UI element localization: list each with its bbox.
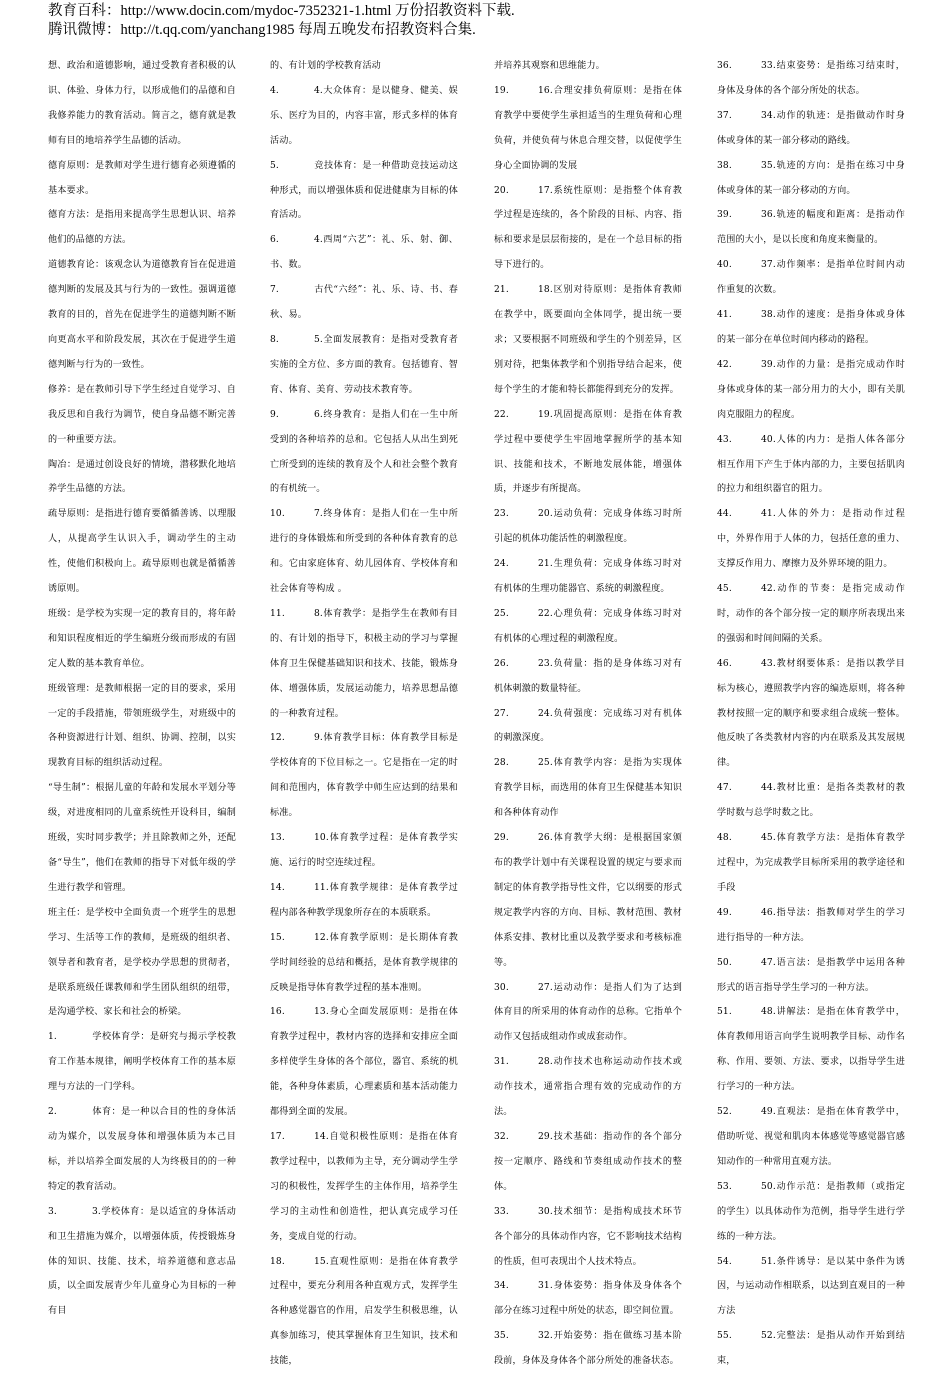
paragraph-text: 44.教材比重：是指各类教材的教学时数与总学时数之比。 xyxy=(717,783,905,818)
paragraph xyxy=(48,1100,236,1200)
list-number: 20. xyxy=(494,179,538,204)
paragraph xyxy=(717,154,905,204)
list-number: 3. xyxy=(48,1200,92,1225)
paragraph xyxy=(48,602,236,677)
list-number: 17. xyxy=(270,1125,314,1150)
paragraph xyxy=(48,776,236,901)
paragraph xyxy=(494,826,682,975)
paragraph xyxy=(494,79,682,179)
paragraph xyxy=(270,1000,458,1125)
list-number: 43. xyxy=(717,428,761,453)
paragraph xyxy=(48,253,236,378)
list-number: 36. xyxy=(717,54,761,79)
paragraph-text: 49.直观法：是指在体育教学中，借助听觉、视觉和肌肉本体感觉等感觉器官感知动作的一种常用直观方法。 xyxy=(717,1107,905,1167)
paragraph-text: 38.动作的速度：是指身体或身体的某一部分在单位时间内移动的路程。 xyxy=(717,310,905,345)
paragraph xyxy=(48,154,236,204)
paragraph xyxy=(48,502,236,602)
paragraph-text: 7.终身体育：是指人们在一生中所进行的身体锻炼和所受到的各种体育教育的总和。它由家庭体育、幼儿园体育、学校体育和社会体育等构成 。 xyxy=(270,509,458,594)
list-number: 53. xyxy=(717,1175,761,1200)
paragraph xyxy=(494,751,682,826)
list-number: 37. xyxy=(717,104,761,129)
paragraph-text: 34.动作的轨迹：是指做动作时身体或身体的某一部分移动的路线。 xyxy=(717,111,905,146)
list-number: 15. xyxy=(270,926,314,951)
list-number: 12. xyxy=(270,726,314,751)
header-line-weibo[interactable]: 腾讯微博：http://t.qq.com/yanchang1985 每周五晚发布招教资料合集. xyxy=(48,21,928,40)
paragraph xyxy=(717,303,905,353)
list-number: 11. xyxy=(270,602,314,627)
paragraph-text: 28.动作技术也称运动动作技术或动作技术，通常指合理有效的完成动作的方法。 xyxy=(494,1057,682,1117)
list-number: 16. xyxy=(270,1000,314,1025)
text-column-2 xyxy=(270,54,458,1334)
paragraph-text: 22.心理负荷：完成身体练习时对有机体的心理过程的刺激程度。 xyxy=(494,609,682,644)
paragraph-text: 修养：是在教师引导下学生经过自觉学习、自我反思和自我行为调节，使自身品德不断完善的一种重要方法。 xyxy=(48,385,236,445)
paragraph-text: 33.结束姿势：是指练习结束时，身体及身体的各个部分所处的状态。 xyxy=(717,61,905,96)
paragraph xyxy=(48,378,236,453)
paragraph-text: 52.完整法：是指从动作开始到结束， xyxy=(717,1331,905,1366)
paragraph-text: 30.技术细节：是指构成技术环节各个部分的具体动作内容，它不影响技术结构的性质，但可表现出个人技术特点。 xyxy=(494,1207,682,1267)
list-number: 48. xyxy=(717,826,761,851)
paragraph-text: 竞技体育：是一种借助竞技运动这种形式，而以增强体质和促进健康为目标的体育活动。 xyxy=(270,161,458,221)
list-number: 4. xyxy=(270,79,314,104)
list-number: 35. xyxy=(494,1324,538,1349)
paragraph xyxy=(494,54,682,79)
list-number: 55. xyxy=(717,1324,761,1349)
paragraph xyxy=(717,428,905,503)
list-number: 28. xyxy=(494,751,538,776)
paragraph xyxy=(717,577,905,652)
list-number: 6. xyxy=(270,228,314,253)
paragraph-text: 班级：是学校为实现一定的教育目的，将年龄和知识程度相近的学生编班分级而形成的有固定人数的基本教育单位。 xyxy=(48,609,236,669)
list-number: 44. xyxy=(717,502,761,527)
list-number: 14. xyxy=(270,876,314,901)
list-number: 51. xyxy=(717,1000,761,1025)
paragraph xyxy=(270,602,458,727)
list-number: 13. xyxy=(270,826,314,851)
paragraph-text: 17.系统性原则：是指整个体育教学过程是连续的，各个阶段的目标、内容、指标和要求是层层衔接的，是在一个总目标的指导下进行的。 xyxy=(494,186,682,271)
list-number: 39. xyxy=(717,203,761,228)
paragraph xyxy=(717,776,905,826)
list-number: 52. xyxy=(717,1100,761,1125)
paragraph-text: 47.语言法：是指教学中运用各种形式的语言指导学生学习的一种方法。 xyxy=(717,958,905,993)
paragraph-text: 43.教材纲要体系：是指以教学目标为核心，遵照教学内容的编选原则，将各种教材按照一定的顺序和要求组合成统一整体。他反映了各类教材内容的内在联系及其发展规律。 xyxy=(717,659,905,769)
paragraph xyxy=(717,1000,905,1100)
paragraph xyxy=(717,1324,905,1374)
paragraph xyxy=(717,1250,905,1325)
paragraph-text: 3.学校体育：是以适宜的身体活动和卫生措施为媒介，以增强体质，传授锻炼身体的知识、技能、技术，培养道德和意志品质，以全面发展青少年儿童身心为目标的一种有目 xyxy=(48,1207,236,1317)
paragraph xyxy=(494,403,682,503)
paragraph xyxy=(494,278,682,403)
document-columns xyxy=(48,54,908,1334)
paragraph xyxy=(717,826,905,901)
page-header xyxy=(48,2,928,40)
list-number: 19. xyxy=(494,79,538,104)
paragraph-text: 51.条件诱导：是以某中条件为诱因，与运动动作相联系，以达到直观目的一种方法 xyxy=(717,1257,905,1317)
list-number: 26. xyxy=(494,652,538,677)
paragraph-text: 20.运动负荷：完成身体练习时所引起的机体功能活性的刺激程度。 xyxy=(494,509,682,544)
paragraph-text: 15.直观性原则：是指在体育教学过程中，要充分利用各种直观方式，发挥学生各种感觉器官的作用，启发学生积极思维，认真参加练习，使其掌握体育卫生知识，技术和技能， xyxy=(270,1257,458,1367)
list-number: 30. xyxy=(494,976,538,1001)
paragraph-text: 21.生理负荷：完成身体练习时对有机体的生理功能器官、系统的刺激程度。 xyxy=(494,559,682,594)
paragraph-text: 4.大众体育：是以健身、健美、娱乐、医疗为目的，内容丰富，形式多样的体育活动。 xyxy=(270,86,458,146)
list-number: 41. xyxy=(717,303,761,328)
paragraph-text: “导生制”：根据儿童的年龄和发展水平划分等级，对进度相同的儿童系统性开设科目，编制班级，实时同步教学；并且除教师之外，还配备“导生”，他们在教师的指导下对低年级的学生进行教学和管理。 xyxy=(48,783,236,893)
paragraph xyxy=(494,1274,682,1324)
paragraph xyxy=(717,1175,905,1250)
paragraph-text: 体育：是一种以合目的性的身体活动为媒介，以发展身体和增强体质为本己目标，并以培养全面发展的人为终极目的的一种特定的教育活动。 xyxy=(48,1107,236,1192)
list-number: 18. xyxy=(270,1250,314,1275)
paragraph xyxy=(270,79,458,154)
paragraph xyxy=(270,54,458,79)
header-line-baike[interactable]: 教育百科：http://www.docin.com/mydoc-7352321-1.html 万份招教资料下载. xyxy=(48,2,928,21)
paragraph xyxy=(270,328,458,403)
paragraph-text: 5.全面发展教育：是指对受教育者实施的全方位、多方面的教育。包括德育、智育、体育、美育、劳动技术教育等。 xyxy=(270,335,458,395)
paragraph-text: 4.西周“六艺”：礼、乐、射、御、书、数。 xyxy=(270,235,458,270)
paragraph xyxy=(717,1100,905,1175)
paragraph xyxy=(48,203,236,253)
list-number: 24. xyxy=(494,552,538,577)
list-number: 49. xyxy=(717,901,761,926)
paragraph-text: 16.合理安排负荷原则：是指在体育教学中要使学生承担适当的生理负荷和心理负荷，并使负荷与休息合理交替，以促使学生身心全面协调的发展 xyxy=(494,86,682,171)
list-number: 29. xyxy=(494,826,538,851)
paragraph xyxy=(48,54,236,154)
paragraph xyxy=(270,876,458,926)
paragraph xyxy=(270,154,458,229)
list-number: 10. xyxy=(270,502,314,527)
list-number: 21. xyxy=(494,278,538,303)
paragraph-text: 学校体育学：是研究与揭示学校教育工作基本规律，阐明学校体育工作的基本原理与方法的一门学科。 xyxy=(48,1032,236,1092)
list-number: 40. xyxy=(717,253,761,278)
list-number: 23. xyxy=(494,502,538,527)
paragraph-text: 36.轨迹的幅度和距离：是指动作范围的大小，是以长度和角度来衡量的。 xyxy=(717,210,905,245)
list-number: 2. xyxy=(48,1100,92,1125)
paragraph xyxy=(494,1050,682,1125)
paragraph xyxy=(717,203,905,253)
paragraph-text: 8.体育教学：是指学生在教师有目的、有计划的指导下，积极主动的学习与掌握体育卫生保健基础知识和技术、技能，锻炼身体、增强体质，发展运动能力，培养思想品德的一种教育过程。 xyxy=(270,609,458,719)
paragraph-text: 古代“六经”：礼、乐、诗、书、春秋、易。 xyxy=(270,285,458,320)
paragraph-text: 45.体育教学方法：是指体育教学过程中，为完成教学目标所采用的教学途径和手段 xyxy=(717,833,905,893)
paragraph-text: 班主任：是学校中全面负责一个班学生的思想学习、生活等工作的教师，是班级的组织者、领导者和教育者，是学校办学思想的贯彻者，是联系班级任课教师和学生团队组织的纽带，是沟通学校、家长和社会的桥梁。 xyxy=(48,908,236,1018)
list-number: 8. xyxy=(270,328,314,353)
paragraph-text: 48.讲解法：是指在体育教学中，体育教师用语言向学生说明教学目标、动作名称、作用、要领、方法、要求，以指导学生进行学习的一种方法。 xyxy=(717,1007,905,1092)
paragraph-text: 11.体育教学规律：是体育教学过程内部各种教学现象所存在的本质联系。 xyxy=(270,883,458,918)
paragraph-text: 23.负荷量：指的是身体练习对有机体刺激的数量特征。 xyxy=(494,659,682,694)
paragraph xyxy=(494,552,682,602)
paragraph xyxy=(494,1324,682,1374)
list-number: 31. xyxy=(494,1050,538,1075)
paragraph-text: 班级管理：是教师根据一定的目的要求，采用一定的手段措施，带领班级学生，对班级中的各种资源进行计划、组织、协调、控制，以实现教育目标的组织活动过程。 xyxy=(48,684,236,769)
paragraph-text: 的、有计划的学校教育活动 xyxy=(270,61,381,71)
paragraph xyxy=(494,652,682,702)
paragraph-text: 35.轨迹的方向：是指在练习中身体或身体的某一部分移动的方向。 xyxy=(717,161,905,196)
paragraph xyxy=(270,726,458,826)
paragraph xyxy=(717,652,905,777)
text-column-4 xyxy=(717,54,905,1334)
paragraph-text: 19.巩固提高原则：是指在体育教学过程中要使学生牢固地掌握所学的基本知识、技能和技术，不断地发展体能，增强体质，并逐步有所提高。 xyxy=(494,410,682,495)
list-number: 22. xyxy=(494,403,538,428)
paragraph xyxy=(48,677,236,777)
list-number: 38. xyxy=(717,154,761,179)
paragraph-text: 德育原则：是教师对学生进行德育必须遵循的基本要求。 xyxy=(48,161,236,196)
list-number: 7. xyxy=(270,278,314,303)
list-number: 34. xyxy=(494,1274,538,1299)
list-number: 54. xyxy=(717,1250,761,1275)
paragraph-text: 陶冶：是通过创设良好的情境，潜移默化地培养学生品德的方法。 xyxy=(48,460,236,495)
paragraph-text: 29.技术基础：指动作的各个部分按一定顺序、路线和节奏组成动作技术的整体。 xyxy=(494,1132,682,1192)
paragraph xyxy=(717,253,905,303)
paragraph-text: 并培养其观察和思维能力。 xyxy=(494,61,605,71)
paragraph xyxy=(494,502,682,552)
paragraph-text: 18.区别对待原则：是指体育教师在教学中，既要面向全体同学，提出统一要求；又要根据不同班级和学生的个别差异，区别对待，把集体教学和个别指导结合起来，使每个学生的才能和特长都能得到充分的发挥。 xyxy=(494,285,682,395)
list-number: 27. xyxy=(494,702,538,727)
paragraph-text: 10.体育教学过程：是体育教学实施、运行的时空连续过程。 xyxy=(270,833,458,868)
paragraph xyxy=(270,826,458,876)
paragraph-text: 13.身心全面发展原则：是指在体育教学过程中，教材内容的选择和安排应全面多样使学生身体的各个部位，器官、系统的机能，各种身体素质，心理素质和基本活动能力都得到全面的发展。 xyxy=(270,1007,458,1117)
paragraph xyxy=(494,1200,682,1275)
paragraph-text: 德育方法：是指用来提高学生思想认识、培养他们的品德的方法。 xyxy=(48,210,236,245)
paragraph xyxy=(717,901,905,951)
paragraph-text: 9.体育教学目标：体育教学目标是学校体育的下位目标之一。它是指在一定的时间和范围内，体育教学中师生应达到的结果和标准。 xyxy=(270,733,458,818)
paragraph-text: 42.动作的节奏：是指完成动作时，动作的各个部分按一定的顺序所表现出来的强弱和时间间隔的关系。 xyxy=(717,584,905,644)
paragraph xyxy=(270,228,458,278)
paragraph-text: 疏导原则：是指进行德育要循循善诱、以理服人，从提高学生认识入手，调动学生的主动性，使他们积极向上。疏导原则也就是循循善诱原则。 xyxy=(48,509,236,594)
paragraph xyxy=(494,976,682,1051)
paragraph xyxy=(48,453,236,503)
list-number: 50. xyxy=(717,951,761,976)
paragraph xyxy=(48,1200,236,1325)
paragraph xyxy=(717,502,905,577)
list-number: 25. xyxy=(494,602,538,627)
list-number: 32. xyxy=(494,1125,538,1150)
list-number: 33. xyxy=(494,1200,538,1225)
paragraph xyxy=(270,926,458,1001)
paragraph-text: 37.动作频率：是指单位时间内动作重复的次数。 xyxy=(717,260,905,295)
paragraph xyxy=(270,403,458,503)
paragraph xyxy=(717,353,905,428)
paragraph-text: 25.体育教学内容：是指为实现体育教学目标，而选用的体育卫生保健基本知识和各种体育动作 xyxy=(494,758,682,818)
paragraph xyxy=(48,901,236,1026)
paragraph-text: 26.体育教学大纲：是根据国家颁布的教学计划中有关课程设置的规定与要求而制定的体育教学指导性文件，它以纲要的形式规定教学内容的方向、目标、教材范围、教材体系安排、教材比重以及教学要求和考核标准等。 xyxy=(494,833,682,968)
list-number: 9. xyxy=(270,403,314,428)
paragraph xyxy=(717,951,905,1001)
paragraph xyxy=(494,602,682,652)
paragraph-text: 50.动作示范：是指教师（或指定的学生）以具体动作为范例，指导学生进行学练的一种方法。 xyxy=(717,1182,905,1242)
text-column-1 xyxy=(48,54,236,1334)
paragraph-text: 39.动作的力量：是指完成动作时身体或身体的某一部分用力的大小，即有关肌肉克服阻力的程度。 xyxy=(717,360,905,420)
paragraph-text: 道德教育论：该观念认为道德教育旨在促进道德判断的发展及其与行为的一致性。强调道德教育的目的，首先在促进学生的道德判断不断向更高水平和阶段发展，其次在于促进学生道德判断与行为的一致性。 xyxy=(48,260,236,370)
paragraph-text: 31.身体姿势：指身体及身体各个部分在练习过程中所处的状态，即空间位置。 xyxy=(494,1281,682,1316)
paragraph-text: 27.运动动作：是指人们为了达到体育目的所采用的体育动作的总称。它指单个动作又包括成组动作或成套动作。 xyxy=(494,983,682,1043)
paragraph xyxy=(48,1025,236,1100)
paragraph-text: 14.自觉积极性原则：是指在体育教学过程中，以教师为主导，充分调动学生学习的积极性，发挥学生的主体作用，培养学生学习的主动性和创造性，把认真完成学习任务，变成自觉的行动。 xyxy=(270,1132,458,1242)
paragraph-text: 46.指导法：指教师对学生的学习进行指导的一种方法。 xyxy=(717,908,905,943)
paragraph-text: 6.终身教育：是指人们在一生中所受到的各种培养的总和。它包括人从出生到死亡所受到的连续的教育及个人和社会整个教育的有机统一。 xyxy=(270,410,458,495)
list-number: 45. xyxy=(717,577,761,602)
list-number: 1. xyxy=(48,1025,92,1050)
paragraph xyxy=(270,1125,458,1250)
paragraph xyxy=(717,54,905,104)
list-number: 42. xyxy=(717,353,761,378)
list-number: 47. xyxy=(717,776,761,801)
paragraph-text: 41.人体的外力：是指动作过程中，外界作用于人体的力，包括任意的重力、支撑反作用力、摩擦力及外界环境的阻力。 xyxy=(717,509,905,569)
list-number: 5. xyxy=(270,154,314,179)
paragraph xyxy=(717,104,905,154)
paragraph-text: 24.负荷强度：完成练习对有机体的刺激深度。 xyxy=(494,709,682,744)
paragraph xyxy=(270,1250,458,1374)
paragraph-text: 12.体育教学原则：是长期体育教学时间经验的总结和概括，是体育教学规律的反映是指导体育教学过程的基本准则。 xyxy=(270,933,458,993)
text-column-3 xyxy=(494,54,682,1334)
list-number: 46. xyxy=(717,652,761,677)
paragraph xyxy=(494,179,682,279)
paragraph-text: 想、政治和道德影响，通过受教育者积极的认识、体验、身体力行，以形成他们的品德和自我修养能力的教育活动。简言之，德育就是教师有目的地培养学生品德的活动。 xyxy=(48,61,236,146)
paragraph-text: 32.开始姿势：指在做练习基本阶段前，身体及身体各个部分所处的准备状态。 xyxy=(494,1331,682,1366)
paragraph xyxy=(270,278,458,328)
paragraph xyxy=(494,1125,682,1200)
paragraph xyxy=(494,702,682,752)
paragraph-text: 40.人体的内力：是指人体各部分相互作用下产生于体内部的力，主要包括肌肉的拉力和组织器官的阻力。 xyxy=(717,435,905,495)
paragraph xyxy=(270,502,458,602)
